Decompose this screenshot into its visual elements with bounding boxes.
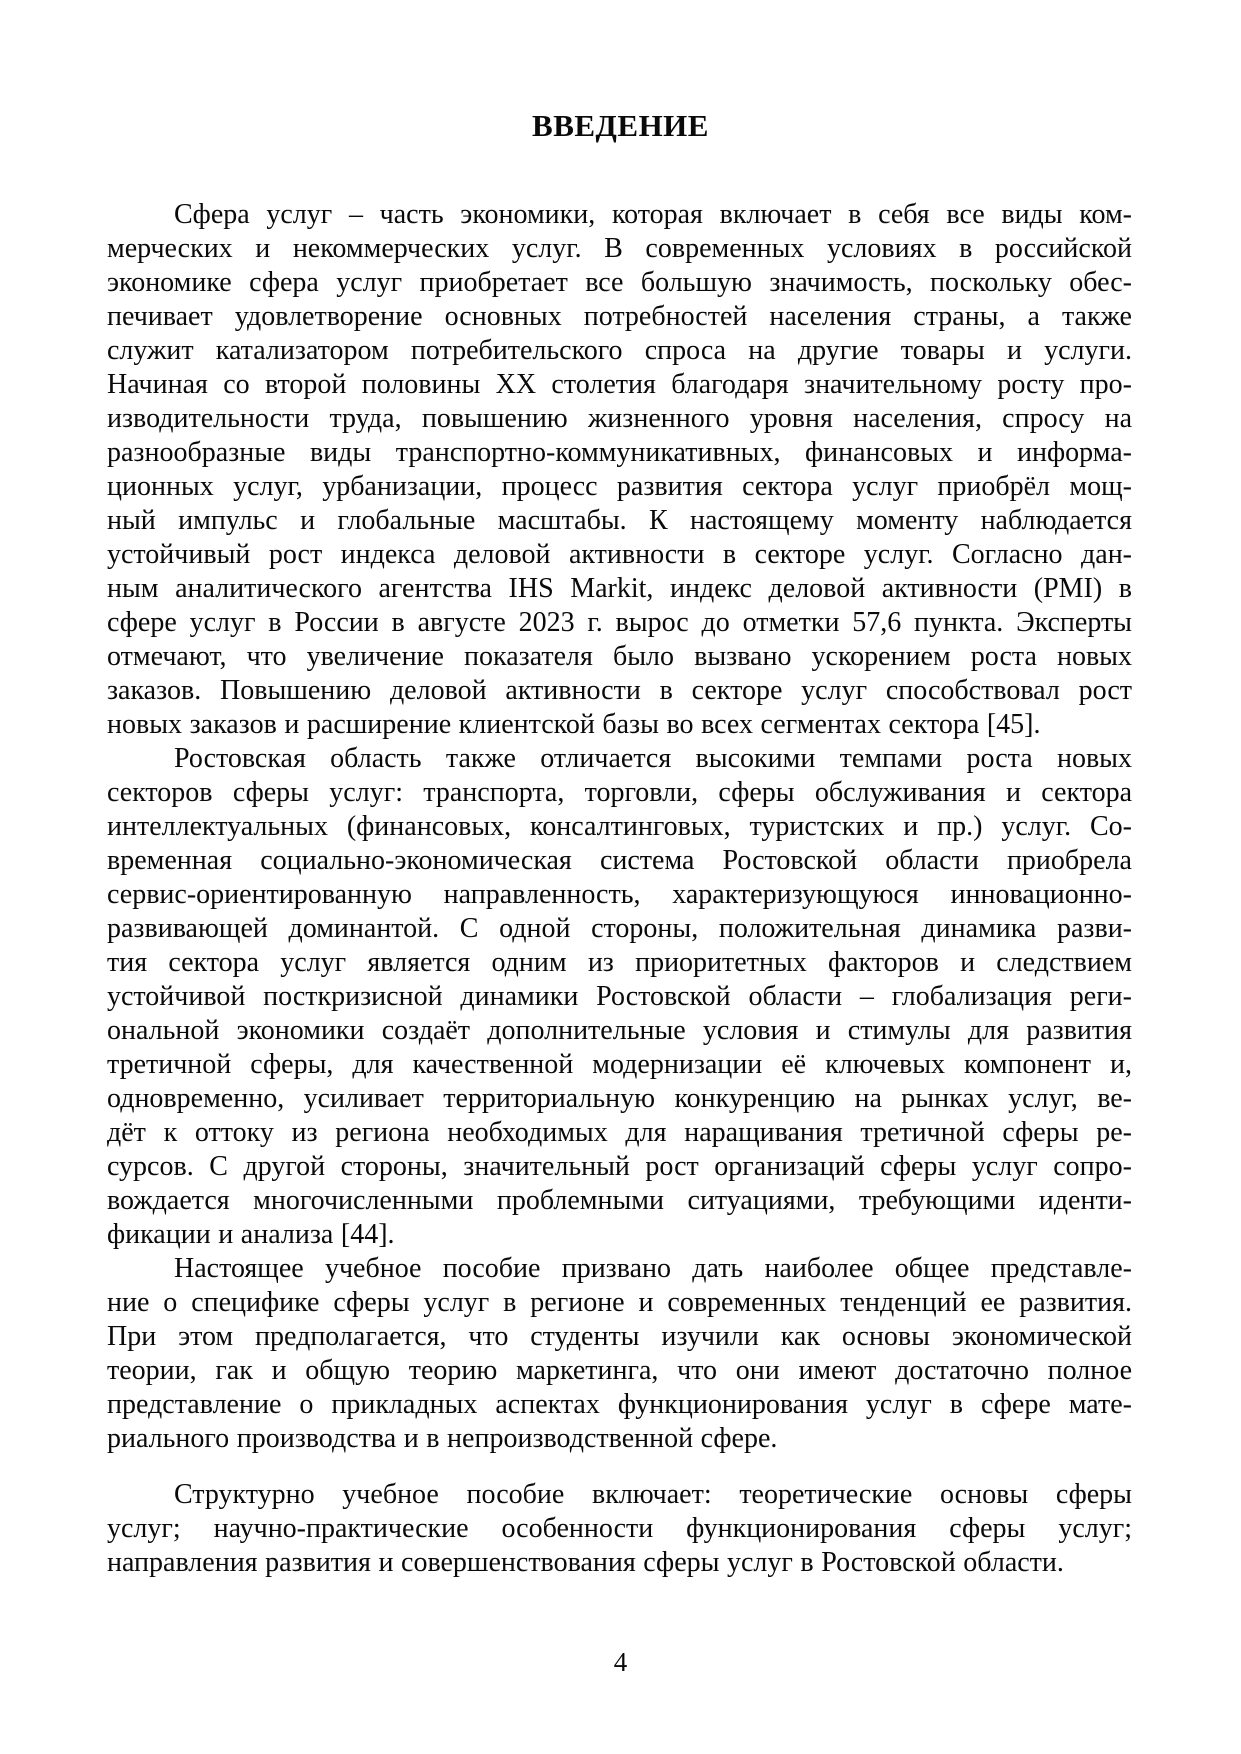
text-line: устойчивый рост индекса деловой активности в секторе услуг. Согласно дан- xyxy=(107,539,1132,570)
text-line: услуг; научно-практические особенности функционирования сферы услуг; xyxy=(107,1513,1132,1544)
text-line: Структурно учебное пособие включает: теоретические основы сферы xyxy=(174,1479,1132,1510)
text-line: устойчивой посткризисной динамики Ростовской области – глобализация реги- xyxy=(107,981,1132,1012)
paragraph-2 xyxy=(107,742,1132,1252)
text-line: Настоящее учебное пособие призвано дать наиболее общее представле- xyxy=(174,1253,1132,1284)
text-line: Сфера услуг – часть экономики, которая включает в себя все виды ком- xyxy=(174,199,1132,230)
document-body xyxy=(107,198,1132,1580)
text-line: ональной экономики создаёт дополнительные условия и стимулы для развития xyxy=(107,1015,1132,1046)
text-line: разнообразные виды транспортно-коммуникативных, финансовых и информа- xyxy=(107,437,1132,468)
text-line: сервис-ориентированную направленность, характеризующуюся инновационно- xyxy=(107,879,1132,910)
text-line: изводительности труда, повышению жизненного уровня населения, спросу на xyxy=(107,403,1132,434)
text-line: ционных услуг, урбанизации, процесс развития сектора услуг приобрёл мощ- xyxy=(107,471,1132,502)
text-line: дёт к оттоку из региона необходимых для наращивания третичной сферы ре- xyxy=(107,1117,1132,1148)
text-line: заказов. Повышению деловой активности в секторе услуг способствовал рост xyxy=(107,675,1132,706)
text-line: одновременно, усиливает территориальную конкуренцию на рынках услуг, ве- xyxy=(107,1083,1132,1114)
paragraph-4 xyxy=(107,1478,1132,1580)
text-line: представление о прикладных аспектах функционирования услуг в сфере мате- xyxy=(107,1389,1132,1420)
text-line: риального производства и в непроизводственной сфере. xyxy=(107,1423,778,1454)
text-line: направления развития и совершенствования сферы услуг в Ростовской области. xyxy=(107,1547,1064,1578)
text-line: интеллектуальных (финансовых, консалтинговых, туристских и пр.) услуг. Со- xyxy=(107,811,1132,842)
text-line: Начиная со второй половины XX столетия благодаря значительному росту про- xyxy=(107,369,1132,400)
text-line: секторов сферы услуг: транспорта, торговли, сферы обслуживания и сектора xyxy=(107,777,1132,808)
text-line: фикации и анализа [44]. xyxy=(107,1219,395,1250)
text-line: новых заказов и расширение клиентской базы во всех сегментах сектора [45]. xyxy=(107,709,1041,740)
text-line: ние о специфике сферы услуг в регионе и современных тенденций ее развития. xyxy=(107,1287,1132,1318)
page-number: 4 xyxy=(613,1647,628,1677)
text-line: отмечают, что увеличение показателя было вызвано ускорением роста новых xyxy=(107,641,1132,672)
text-line: Ростовская область также отличается высокими темпами роста новых xyxy=(174,743,1132,774)
paragraph-1 xyxy=(107,198,1132,742)
paragraph-spacer xyxy=(107,1456,1132,1478)
text-line: сурсов. С другой стороны, значительный рост организаций сферы услуг сопро- xyxy=(107,1151,1132,1182)
text-line: служит катализатором потребительского спроса на другие товары и услуги. xyxy=(107,335,1132,366)
text-line: вождается многочисленными проблемными ситуациями, требующими иденти- xyxy=(107,1185,1132,1216)
text-line: ным аналитического агентства IHS Markit, индекс деловой активности (PMI) в xyxy=(107,573,1132,604)
text-line: развивающей доминантой. С одной стороны, положительная динамика разви- xyxy=(107,913,1132,944)
text-line: сфере услуг в России в августе 2023 г. вырос до отметки 57,6 пункта. Эксперты xyxy=(107,607,1132,638)
text-line: мерческих и некоммерческих услуг. В современных условиях в российской xyxy=(107,233,1132,264)
text-line: временная социально-экономическая система Ростовской области приобрела xyxy=(107,845,1132,876)
page-title: ВВЕДЕНИЕ xyxy=(532,108,709,143)
text-line: теории, гак и общую теорию маркетинга, что они имеют достаточно полное xyxy=(107,1355,1132,1386)
text-line: печивает удовлетворение основных потребностей населения страны, а также xyxy=(107,301,1132,332)
text-line: третичной сферы, для качественной модернизации её ключевых компонент и, xyxy=(107,1049,1132,1080)
text-line: При этом предполагается, что студенты изучили как основы экономической xyxy=(107,1321,1132,1352)
text-line: ный импульс и глобальные масштабы. К настоящему моменту наблюдается xyxy=(107,505,1132,536)
text-line: экономике сфера услуг приобретает все большую значимость, поскольку обес- xyxy=(107,267,1132,298)
text-line: тия сектора услуг является одним из приоритетных факторов и следствием xyxy=(107,947,1132,978)
paragraph-3 xyxy=(107,1252,1132,1456)
